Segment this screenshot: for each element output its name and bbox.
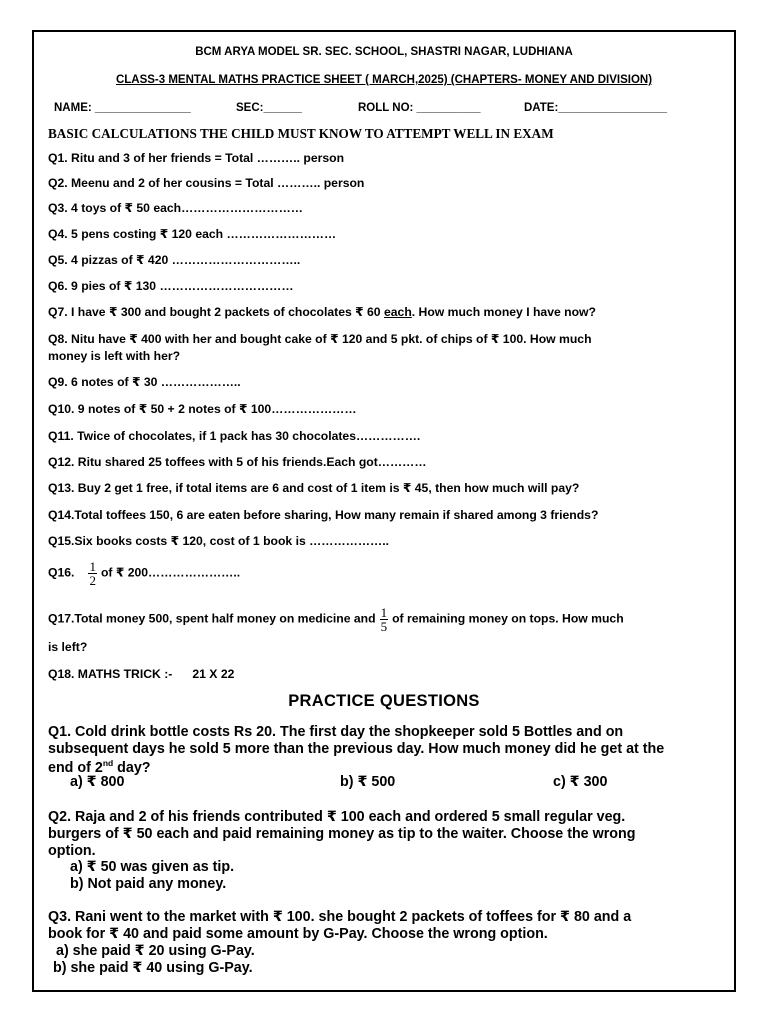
question-4: Q4. 5 pens costing ₹ 120 each ……………………… <box>48 227 337 241</box>
worksheet-page <box>32 30 736 992</box>
question-10: Q10. 9 notes of ₹ 50 + 2 notes of ₹ 100………………… <box>48 402 357 416</box>
practice-q1-line-3: end of 2nd day? <box>48 758 151 776</box>
practice-q3-option-a: a) she paid ₹ 20 using G-Pay. <box>56 943 255 959</box>
practice-q1-option-b: b) ₹ 500 <box>340 774 396 790</box>
name-field: NAME: _______________ <box>54 102 191 114</box>
practice-q3-option-b: b) she paid ₹ 40 using G-Pay. <box>53 960 253 976</box>
practice-questions-heading: PRACTICE QUESTIONS <box>288 692 480 710</box>
practice-q2-option-b: b) Not paid any money. <box>70 876 227 892</box>
practice-q2-option-a: a) ₹ 50 was given as tip. <box>70 859 235 875</box>
school-name: BCM ARYA MODEL SR. SEC. SCHOOL, SHASTRI NAGAR, LUDHIANA <box>195 46 573 58</box>
question-16: Q16. $\frac{1}{2}$ of ₹ 200………………….. <box>48 559 241 588</box>
practice-q3-line-1: Q3. Rani went to the market with ₹ 100. she bought 2 packets of toffees for ₹ 80 and a <box>48 909 632 925</box>
practice-q3-line-2: book for ₹ 40 and paid some amount by G-Pay. Choose the wrong option. <box>48 926 548 942</box>
question-17-line-2: is left? <box>48 640 88 654</box>
practice-q2-line-1: Q2. Raja and 2 of his friends contributed ₹ 100 each and ordered 5 small regular veg. <box>48 809 626 825</box>
practice-q2-line-3: option. <box>48 843 96 859</box>
question-13: Q13. Buy 2 get 1 free, if total items are 6 and cost of 1 item is ₹ 45, then how much will pay? <box>48 481 580 495</box>
question-17-line-1: Q17.Total money 500, spent half money on medicine and $\frac{1}{5}$ of remaining money on tops. How much <box>48 605 624 634</box>
practice-q2-line-2: burgers of ₹ 50 each and paid remaining money as tip to the waiter. Choose the wrong <box>48 826 636 842</box>
question-14: Q14.Total toffees 150, 6 are eaten before sharing, How many remain if shared among 3 friends? <box>48 508 599 522</box>
underlined-each: each <box>383 305 412 319</box>
practice-q1-option-c: c) ₹ 300 <box>553 774 608 790</box>
sheet-title: CLASS-3 MENTAL MATHS PRACTICE SHEET ( MARCH,2025) (CHAPTERS- MONEY AND DIVISION) <box>115 74 653 86</box>
question-8-line-1: Q8. Nitu have ₹ 400 with her and bought cake of ₹ 120 and 5 pkt. of chips of ₹ 100. How much <box>48 332 592 346</box>
question-15: Q15.Six books costs ₹ 120, cost of 1 book is ……………….. <box>48 534 390 548</box>
basic-calculations-heading: BASIC CALCULATIONS THE CHILD MUST KNOW TO ATTEMPT WELL IN EXAM <box>48 126 554 141</box>
question-2: Q2. Meenu and 2 of her cousins = Total ……….. person <box>48 176 365 190</box>
question-18: Q18. MATHS TRICK :- 21 X 22 <box>48 667 235 681</box>
practice-q1-line-2: subsequent days he sold 5 more than the previous day. How much money did he get at the <box>48 741 665 757</box>
fraction-one-half: $\frac{1}{2}$ <box>89 559 96 588</box>
ordinal-superscript: nd <box>102 758 114 768</box>
question-3: Q3. 4 toys of ₹ 50 each………………………… <box>48 201 303 215</box>
fraction-one-fifth: $\frac{1}{5}$ <box>380 605 388 634</box>
question-7: Q7. I have ₹ 300 and bought 2 packets of chocolates ₹ 60 each. How much money I have now? <box>48 305 596 319</box>
question-5: Q5. 4 pizzas of ₹ 420 ………………………….. <box>48 253 301 267</box>
maths-trick-value: 21 X 22 <box>192 667 235 681</box>
section-field: SEC:______ <box>236 102 302 114</box>
question-12: Q12. Ritu shared 25 toffees with 5 of his friends.Each got………… <box>48 455 427 469</box>
question-9: Q9. 6 notes of ₹ 30 ……………….. <box>48 375 241 389</box>
question-1: Q1. Ritu and 3 of her friends = Total ……….. person <box>48 151 345 165</box>
practice-q1-line-1: Q1. Cold drink bottle costs Rs 20. The first day the shopkeeper sold 5 Bottles and on <box>48 724 624 740</box>
practice-q1-option-a: a) ₹ 800 <box>70 774 125 790</box>
roll-number-field: ROLL NO: __________ <box>358 102 481 114</box>
question-6: Q6. 9 pies of ₹ 130 …………………………… <box>48 279 294 293</box>
date-field: DATE:_________________ <box>524 102 668 114</box>
question-8-line-2: money is left with her? <box>48 349 181 363</box>
question-11: Q11. Twice of chocolates, if 1 pack has 30 chocolates……………. <box>48 429 421 443</box>
